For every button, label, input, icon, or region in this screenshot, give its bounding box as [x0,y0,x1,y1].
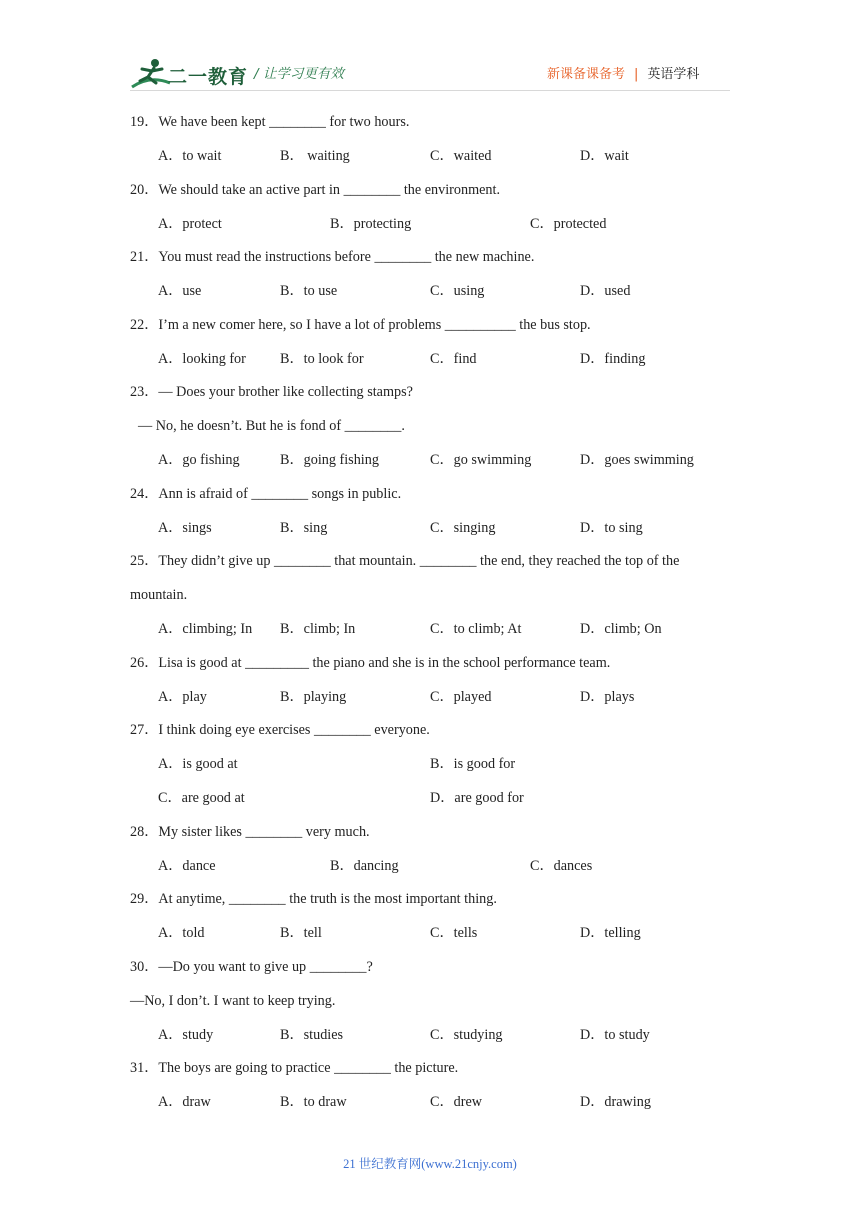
header-subject-label: 英语学科 [647,67,700,82]
option-c[interactable]: C．go swimming [430,452,532,468]
option-a[interactable]: A．draw [158,1094,211,1110]
header-separator: | [634,67,639,82]
option-a[interactable]: A．go fishing [158,452,240,468]
option-b[interactable]: B．protecting [330,216,412,232]
option-a[interactable]: A．protect [158,216,222,232]
option-a[interactable]: A．told [158,925,205,941]
question-20: 20．We should take an active part in ________ the environment. [130,182,501,198]
option-d[interactable]: D．drawing [580,1094,651,1110]
option-c[interactable]: C．tells [430,925,478,941]
option-a[interactable]: A．to wait [158,148,222,164]
option-d[interactable]: D．plays [580,689,635,705]
option-b[interactable]: B． waiting [280,148,350,164]
question-26: 26．Lisa is good at _________ the piano and she is in the school performance team. [130,655,611,671]
option-a[interactable]: A．sings [158,520,212,536]
option-b[interactable]: B．dancing [330,858,399,874]
header-divider [130,90,730,91]
option-d[interactable]: D．used [580,283,631,299]
option-b[interactable]: B．is good for [430,756,516,772]
option-c[interactable]: C．find [430,351,477,367]
option-d[interactable]: D．telling [580,925,641,941]
logo-text: 二一教育 [168,66,249,88]
question-23: 23．— Does your brother like collecting stamps? [130,384,413,400]
question-28: 28．My sister likes ________ very much. [130,824,370,840]
question-22: 22．I’m a new comer here, so I have a lot of problems __________ the bus stop. [130,317,591,333]
question-19: 19．We have been kept ________ for two hours. [130,114,410,130]
option-d[interactable]: D．climb; On [580,621,662,637]
page-header [0,0,860,100]
option-b[interactable]: B．going fishing [280,452,379,468]
header-subject [547,63,699,82]
question-25: 25．They didn’t give up ________ that mountain. ________ the end, they reached the top of the [130,553,680,569]
option-d[interactable]: D．wait [580,148,629,164]
option-c[interactable]: C．are good at [158,790,245,806]
question-29: 29．At anytime, ________ the truth is the most important thing. [130,891,497,907]
option-b[interactable]: B．to look for [280,351,364,367]
option-b[interactable]: B．to draw [280,1094,347,1110]
header-course-label: 新课备课备考 [547,67,626,82]
option-a[interactable]: A．dance [158,858,216,874]
option-d[interactable]: D．goes swimming [580,452,694,468]
option-b[interactable]: B．to use [280,283,338,299]
question-30-response: —No, I don’t. I want to keep trying. [130,993,336,1009]
option-c[interactable]: C．to climb; At [430,621,522,637]
option-d[interactable]: D．finding [580,351,646,367]
slogan: / 让学习更有效 [254,66,344,82]
option-c[interactable]: C．using [430,283,485,299]
question-25-continued: mountain. [130,587,188,603]
option-c[interactable]: C．protected [530,216,607,232]
option-d[interactable]: D．to sing [580,520,643,536]
question-23-response: — No, he doesn’t. But he is fond of ________. [138,418,405,434]
question-24: 24．Ann is afraid of ________ songs in public. [130,486,402,502]
option-c[interactable]: C．drew [430,1094,483,1110]
option-a[interactable]: A．study [158,1027,214,1043]
option-c[interactable]: C．singing [430,520,496,536]
question-31: 31．The boys are going to practice ________ the picture. [130,1060,459,1076]
option-b[interactable]: B．tell [280,925,322,941]
option-c[interactable]: C．waited [430,148,492,164]
option-d[interactable]: D．are good for [430,790,524,806]
question-30: 30．—Do you want to give up ________? [130,959,373,975]
question-21: 21．You must read the instructions before ________ the new machine. [130,249,535,265]
option-b[interactable]: B．sing [280,520,328,536]
option-d[interactable]: D．to study [580,1027,650,1043]
option-c[interactable]: C．played [430,689,492,705]
question-27: 27．I think doing eye exercises ________ everyone. [130,722,430,738]
option-a[interactable]: A．climbing; In [158,621,253,637]
option-b[interactable]: B．climb; In [280,621,356,637]
option-b[interactable]: B．studies [280,1027,344,1043]
option-a[interactable]: A．use [158,283,202,299]
footer-source-link[interactable]: 21 世纪教育网(www.21cnjy.com) [343,1157,517,1171]
option-c[interactable]: C．studying [430,1027,503,1043]
option-a[interactable]: A．is good at [158,756,238,772]
option-a[interactable]: A．play [158,689,207,705]
option-c[interactable]: C．dances [530,858,593,874]
option-b[interactable]: B．playing [280,689,347,705]
option-a[interactable]: A．looking for [158,351,246,367]
